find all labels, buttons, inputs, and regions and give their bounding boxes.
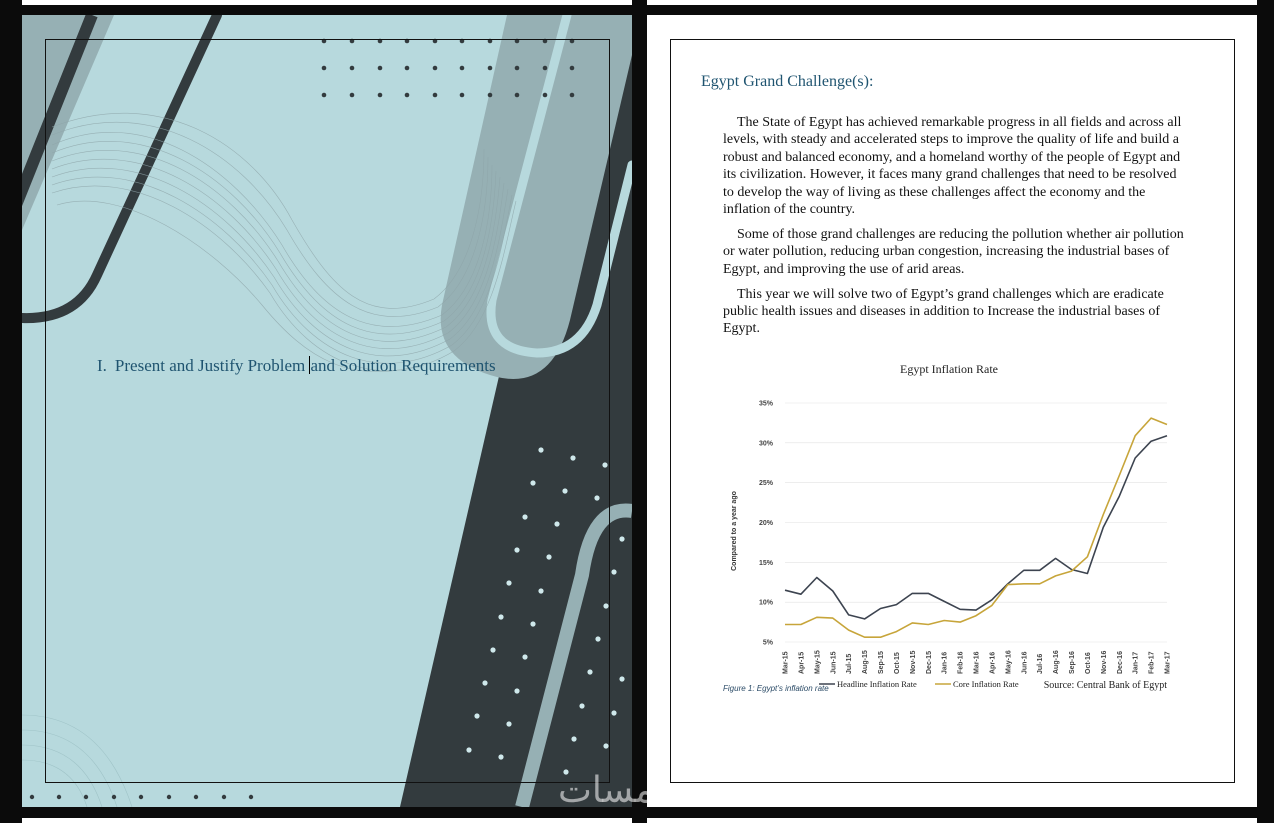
x-tick-label: Mar-17: [1164, 651, 1172, 674]
figure-caption: Figure 1: Egypt’s inflation rate: [723, 684, 829, 693]
x-tick-label: Jan-16: [941, 651, 949, 674]
cover-page[interactable]: [22, 15, 632, 807]
y-tick-labels: [759, 401, 774, 647]
content-page[interactable]: [647, 15, 1257, 807]
y-axis-label: Compared to a year ago: [731, 491, 738, 571]
x-tick-label: Aug-16: [1053, 650, 1061, 674]
x-tick-label: Dec-16: [1116, 651, 1124, 674]
next-page-edge-left: [22, 818, 632, 823]
dot-row-bottom: [30, 795, 253, 799]
chart-series: [785, 418, 1167, 637]
x-tick-labels: [783, 650, 1172, 674]
x-tick-label: May-15: [814, 650, 822, 674]
x-tick-label: Nov-16: [1100, 650, 1108, 674]
chart-source-note: Source: Central Bank of Egypt: [1043, 680, 1167, 691]
y-tick-label: 30%: [758, 440, 773, 448]
section-title[interactable]: Egypt Grand Challenge(s):: [701, 73, 874, 90]
x-tick-label: Apr-15: [798, 651, 806, 674]
x-tick-label: Feb-17: [1148, 651, 1156, 674]
x-tick-label: Nov-15: [909, 650, 917, 674]
x-tick-label: Mar-15: [782, 651, 790, 674]
x-tick-label: Sep-15: [878, 651, 885, 674]
watermark-text: خمسات: [558, 770, 679, 811]
paragraph-2[interactable]: Some of those grand challenges are reducing the pollution whether air pollution or water pollution, reducing urban congestion, increasing the industrial bases of Egypt, and improving the use of arid areas.: [723, 226, 1184, 277]
x-tick-label: Apr-16: [989, 651, 997, 674]
x-tick-label: Dec-15: [925, 651, 933, 674]
chart-title: Egypt Inflation Rate: [900, 362, 998, 376]
y-tick-label: 20%: [758, 520, 773, 527]
cover-artwork: [22, 15, 632, 807]
body-text[interactable]: [723, 114, 1187, 345]
x-tick-label: Oct-16: [1084, 652, 1092, 674]
x-tick-label: Jan-17: [1132, 651, 1140, 674]
paragraph-3[interactable]: This year we will solve two of Egypt’s grand challenges which are eradicate public health issues and diseases in addition to Increase the industrial bases of Egypt.: [723, 286, 1164, 337]
cover-heading[interactable]: [97, 356, 496, 376]
paragraph-1[interactable]: The State of Egypt has achieved remarkable progress in all fields and across all levels, with steady and accelerated steps to improve the quality of life and build a robust and balanced economy, and a homeland worthy of the people of Egypt and its civilization. However, it faces many grand challenges that need to be resolved to develop the way of living as these challenges affect the economy and the inflation of the country.: [723, 115, 1182, 218]
heading-text-part-1: Present and Justify Problem: [114, 356, 310, 375]
x-tick-label: Jul-16: [1037, 653, 1045, 674]
grey-band-top-left: [22, 15, 114, 230]
heading-number: I.: [97, 356, 107, 375]
heading-text-part-2: and Solution Requirements: [310, 356, 496, 375]
legend-label-headline: Headline Inflation Rate: [837, 679, 917, 689]
x-tick-label: Jun-16: [1021, 651, 1029, 674]
faint-arcs-bottom-left: [22, 715, 132, 807]
x-tick-label: Feb-16: [957, 651, 965, 674]
watermark-logo: [558, 770, 678, 811]
previous-page-edge-right: [647, 0, 1257, 5]
y-tick-label: 10%: [758, 599, 773, 607]
inflation-chart[interactable]: [723, 355, 1183, 705]
y-tick-label: 5%: [762, 639, 773, 647]
y-tick-label: 35%: [758, 400, 773, 408]
x-tick-label: Sep-16: [1069, 651, 1076, 674]
x-tick-label: Aug-15: [862, 650, 870, 674]
x-tick-label: May-16: [1005, 650, 1013, 674]
chart-legend: [819, 679, 1167, 691]
x-tick-label: Jun-15: [830, 651, 838, 674]
x-tick-label: Jul-15: [846, 653, 854, 674]
legend-label-core: Core Inflation Rate: [953, 679, 1019, 689]
y-tick-label: 15%: [758, 559, 773, 567]
x-tick-label: Mar-16: [973, 651, 981, 674]
previous-page-edge-left: [22, 0, 632, 5]
headline-inflation-line: [785, 436, 1167, 619]
y-tick-label: 25%: [758, 480, 773, 488]
x-tick-label: Oct-15: [893, 652, 901, 674]
next-page-edge-right: [647, 818, 1257, 823]
